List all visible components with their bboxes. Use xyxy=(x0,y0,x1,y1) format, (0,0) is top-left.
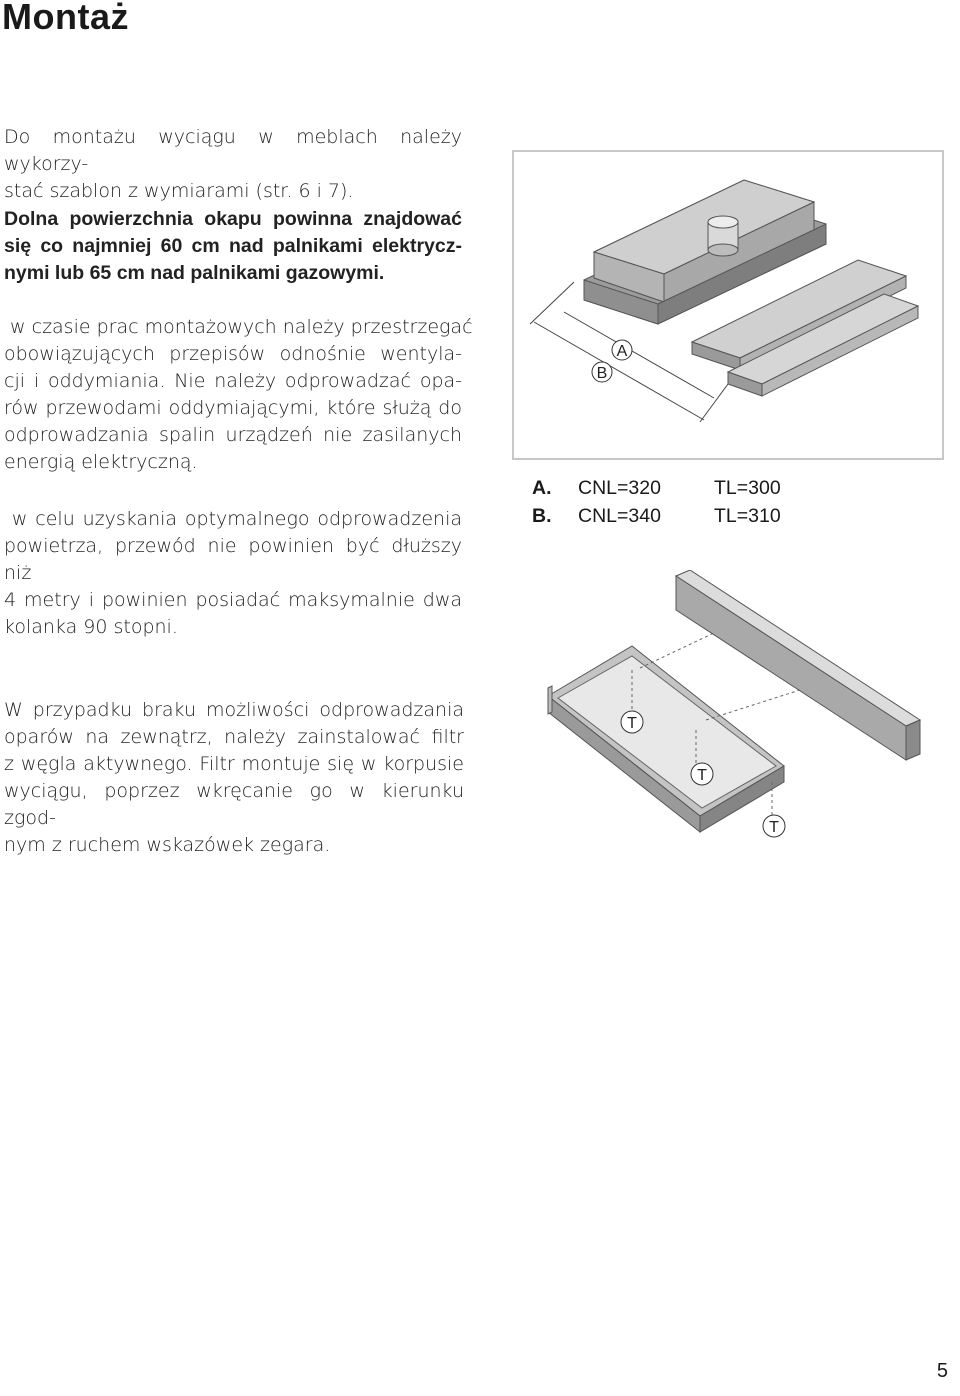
filter-panel-illustration xyxy=(540,570,960,860)
dimension-row-a xyxy=(532,474,781,502)
paragraph-height-requirement xyxy=(4,206,462,287)
label-t-marker-1 xyxy=(621,711,643,733)
label-t: T xyxy=(697,767,707,784)
label-b: B xyxy=(596,365,608,382)
text-line: odprowadzania spalin urządzeń nie zasilanych xyxy=(4,424,462,446)
label-a-marker xyxy=(612,340,632,360)
label-t-marker-3 xyxy=(763,815,785,837)
label-a: A xyxy=(616,343,628,360)
paragraph-duct-length xyxy=(4,506,462,641)
paragraph-template-info xyxy=(4,124,462,205)
dimension-tl: TL=300 xyxy=(714,477,781,499)
dimension-table xyxy=(532,474,781,530)
text-line: wyciągu, poprzez wkręcanie go w kierunku zgod- xyxy=(4,780,464,829)
text-line: Dolna powierzchnia okapu powinna znajdować xyxy=(4,208,462,230)
paragraph-carbon-filter xyxy=(4,697,464,859)
text-line: oparów na zewnątrz, należy zainstalować filtr xyxy=(4,726,464,748)
text-line: nym z ruchem wskazówek zegara. xyxy=(4,834,331,856)
label-t: T xyxy=(627,715,637,732)
text-line: powietrza, przewód nie powinien być dłuższy niż xyxy=(4,535,462,584)
dimension-cnl: CNL=320 xyxy=(578,477,661,499)
dimension-tl: TL=310 xyxy=(714,505,781,527)
page-title: Montaż xyxy=(2,0,129,37)
dimension-row-b xyxy=(532,502,781,530)
text-line: obowiązujących przepisów odnośnie wentyla- xyxy=(4,343,462,365)
text-line: cji i oddymiania. Nie należy odprowadzać opa- xyxy=(4,370,462,392)
text-line: z węgla aktywnego. Filtr montuje się w korpusie xyxy=(4,753,464,775)
label-t-marker-2 xyxy=(691,763,713,785)
text-line: rów przewodami oddymiającymi, które służą do xyxy=(4,397,462,419)
text-line: Do montażu wyciągu w meblach należy wykorzy- xyxy=(4,126,462,175)
text-line: się co najmniej 60 cm nad palnikami elektrycz- xyxy=(4,235,462,257)
text-line: kolanka 90 stopni. xyxy=(4,616,178,638)
hood-installation-illustration xyxy=(514,152,942,458)
text-line: w czasie prac montażowych należy przestrzegać xyxy=(4,316,473,338)
label-t: T xyxy=(769,819,779,836)
label-b-marker xyxy=(592,362,612,382)
dimension-label: B. xyxy=(532,505,552,527)
text-line: 4 metry i powinien posiadać maksymalnie dwa xyxy=(4,589,462,611)
air-outlet-collar xyxy=(708,216,738,256)
text-line: stać szablon z wymiarami (str. 6 i 7). xyxy=(4,180,354,202)
dimension-label: A. xyxy=(532,477,552,499)
page-number: 5 xyxy=(936,1360,948,1382)
text-line: w celu uzyskania optymalnego odprowadzenia xyxy=(4,508,462,530)
text-line: energią elektryczną. xyxy=(4,451,198,473)
paragraph-ventilation-rules xyxy=(4,314,473,476)
filter-tray xyxy=(548,646,784,832)
text-line: nymi lub 65 cm nad palnikami gazowymi. xyxy=(4,262,385,284)
text-line: W przypadku braku możliwości odprowadzania xyxy=(4,699,464,721)
dimension-cnl: CNL=340 xyxy=(578,505,661,527)
